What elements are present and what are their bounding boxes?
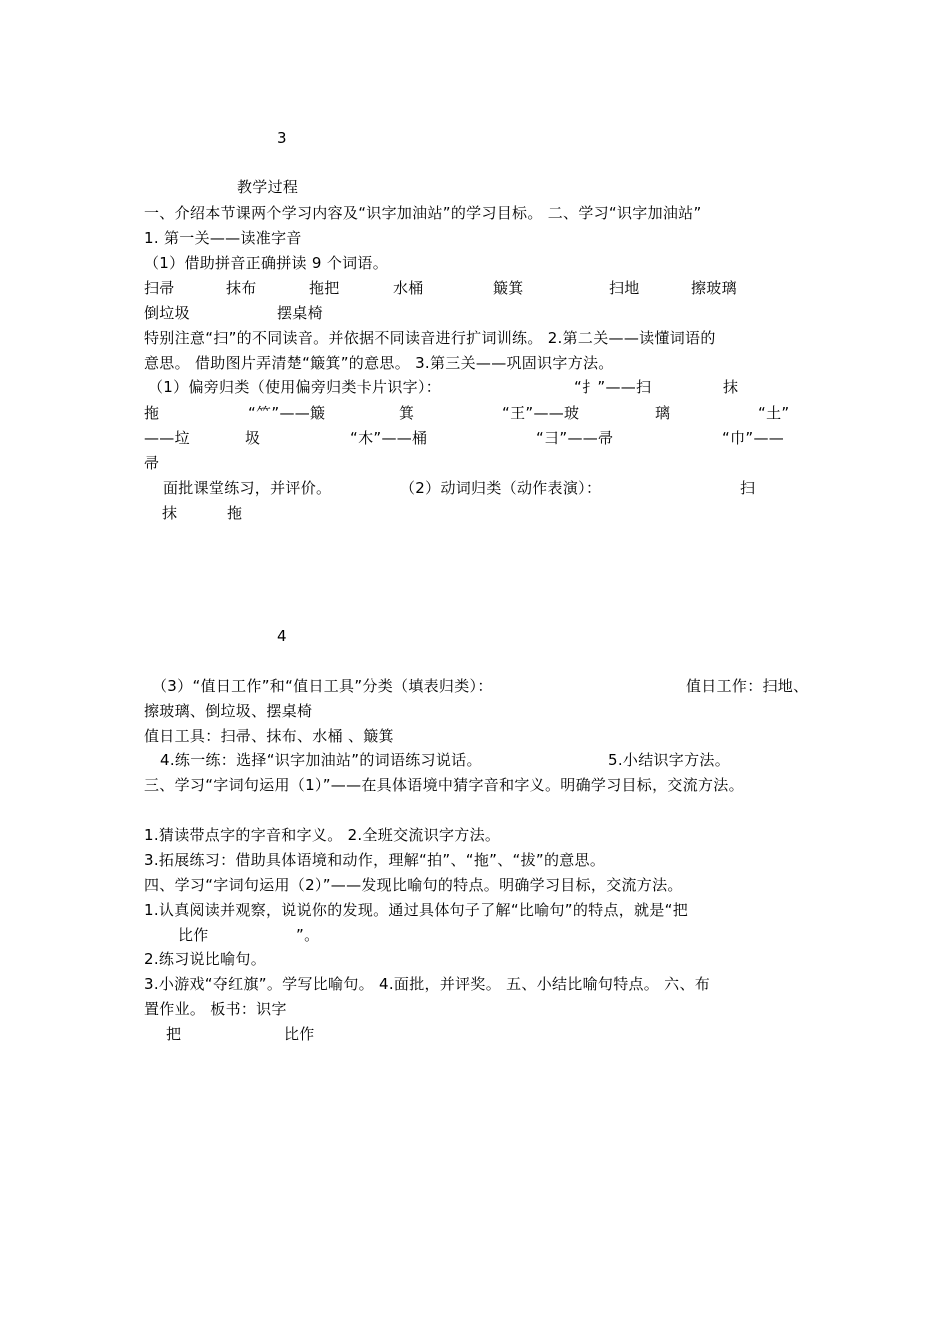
radical-group-tu: “土” bbox=[758, 404, 790, 422]
text-line: （1）借助拼音正确拼读 9 个词语。 bbox=[144, 254, 389, 272]
vocabulary-word: 倒垃圾 bbox=[144, 304, 190, 322]
text-line: ”。 bbox=[296, 926, 320, 944]
blackboard-text: 把 bbox=[166, 1025, 182, 1043]
verb-word: 扫 bbox=[740, 479, 756, 497]
radical-group-shou: “扌”——扫 bbox=[574, 378, 652, 396]
text-line: 值日工具：扫帚、抹布、水桶 、簸箕 bbox=[144, 727, 394, 745]
radical-group-ji: “彐”——帚 bbox=[536, 429, 614, 447]
text-line: 置作业。 板书：识字 bbox=[144, 1000, 287, 1018]
text-line: 5.小结识字方法。 bbox=[608, 751, 731, 769]
text-line: 特别注意“扫”的不同读音。并依据不同读音进行扩词训练。 2.第二关——读懂词语的 bbox=[144, 329, 716, 347]
page-number: 4 bbox=[277, 627, 287, 645]
text-line: 值日工作：扫地、 bbox=[686, 677, 809, 695]
text-line: 4.练一练：选择“识字加油站”的词语练习说话。 bbox=[160, 751, 482, 769]
text-line: 3.拓展练习：借助具体语境和动作，理解“拍”、“拖”、“拔”的意思。 bbox=[144, 851, 606, 869]
vocabulary-word: 摆桌椅 bbox=[277, 304, 323, 322]
text-line: 比作 bbox=[178, 926, 209, 944]
verb-word: 抹 bbox=[162, 504, 178, 522]
radical-char: 圾 bbox=[245, 429, 261, 447]
section-heading: 教学过程 bbox=[237, 178, 299, 196]
text-line: 2.练习说比喻句。 bbox=[144, 950, 267, 968]
radical-char: 箕 bbox=[399, 404, 415, 422]
text-line: 1. 第一关——读准字音 bbox=[144, 229, 302, 247]
text-line: 擦玻璃、倒垃圾、摆桌椅 bbox=[144, 702, 313, 720]
vocabulary-word: 扫地 bbox=[609, 279, 640, 297]
vocabulary-word: 拖把 bbox=[309, 279, 340, 297]
text-line: 意思。 借助图片弄清楚“簸箕”的意思。 3.第三关——巩固识字方法。 bbox=[144, 354, 614, 372]
radical-char: 抹 bbox=[723, 378, 739, 396]
radical-group-wang: “王”——玻 bbox=[502, 404, 580, 422]
text-line: （2）动词归类（动作表演）： bbox=[400, 479, 602, 497]
text-line: 1.猜读带点字的字音和字义。 2.全班交流识字方法。 bbox=[144, 826, 501, 844]
radical-group-tu-cont: ——垃 bbox=[144, 429, 190, 447]
radical-group-jin: “巾”—— bbox=[722, 429, 785, 447]
section-heading: 四、学习“字词句运用（2）”——发现比喻句的特点。明确学习目标，交流方法。 bbox=[144, 876, 683, 894]
vocabulary-word: 抹布 bbox=[226, 279, 257, 297]
text-line: 面批课堂练习，并评价。 bbox=[163, 479, 332, 497]
vocabulary-word: 簸箕 bbox=[493, 279, 524, 297]
vocabulary-word: 扫帚 bbox=[144, 279, 175, 297]
text-line: 1.认真阅读并观察，说说你的发现。通过具体句子了解“比喻句”的特点，就是“把 bbox=[144, 901, 689, 919]
radical-char: 拖 bbox=[144, 404, 160, 422]
vocabulary-word: 水桶 bbox=[393, 279, 424, 297]
radical-group-mu: “木”——桶 bbox=[350, 429, 428, 447]
vocabulary-word: 擦玻璃 bbox=[691, 279, 737, 297]
blackboard-text: 比作 bbox=[284, 1025, 315, 1043]
radical-intro: （1）偏旁归类（使用偏旁归类卡片识字）： bbox=[148, 378, 442, 396]
section-heading: 三、学习“字词句运用（1）”——在具体语境中猜字音和字义。明确学习目标，交流方法。 bbox=[144, 776, 744, 794]
radical-char: 帚 bbox=[144, 454, 160, 472]
radical-group-zhu: “⺮”——簸 bbox=[248, 404, 326, 422]
verb-word: 拖 bbox=[227, 504, 243, 522]
page-number: 3 bbox=[277, 129, 287, 147]
text-line: 一、介绍本节课两个学习内容及“识字加油站”的学习目标。 二、学习“识字加油站” bbox=[144, 204, 702, 222]
text-line: （3）“值日工作”和“值日工具”分类（填表归类）： bbox=[152, 677, 493, 695]
radical-char: 璃 bbox=[655, 404, 671, 422]
text-line: 3.小游戏“夺红旗”。学写比喻句。 4.面批，并评奖。 五、小结比喻句特点。 六、布 bbox=[144, 975, 711, 993]
